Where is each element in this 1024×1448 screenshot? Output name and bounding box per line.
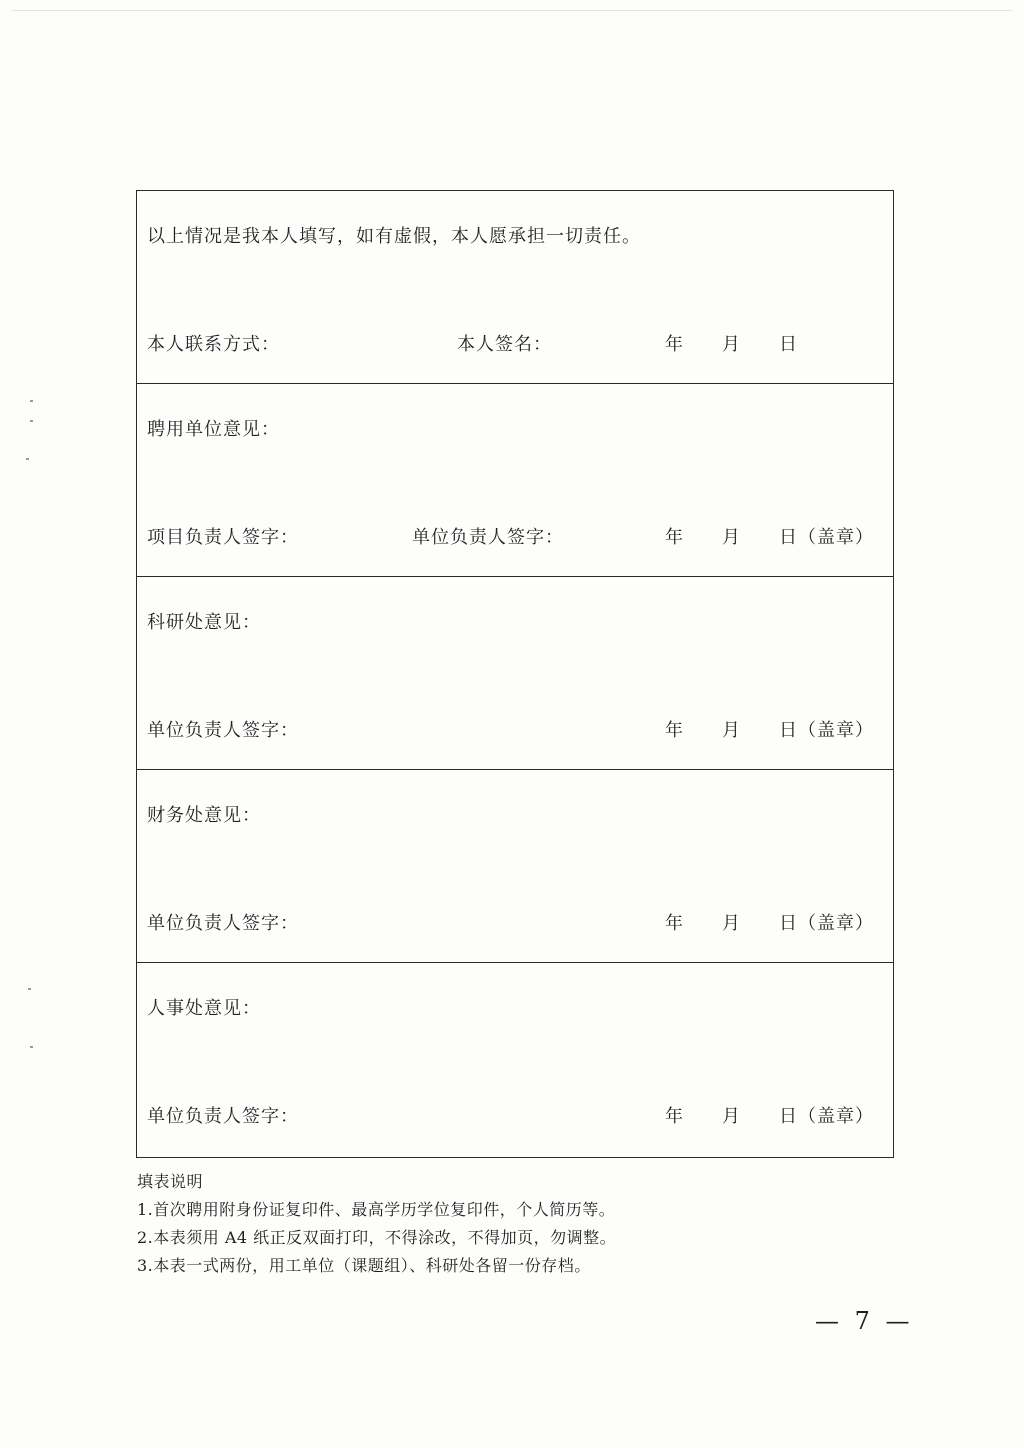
research-office-opinion-section [137,577,893,770]
declaration-statement: 以上情况是我本人填写，如有虚假，本人愿承担一切责任。 [147,226,641,247]
day-seal-label: 日（盖章） [779,1106,874,1127]
year-label: 年 [665,527,684,548]
day-seal-label: 日（盖章） [779,527,874,548]
scan-speck [30,400,33,402]
hr-office-opinion-section [137,963,893,1157]
employer-opinion-section [137,384,893,577]
scan-speck [28,988,31,990]
project-lead-signature-label: 项目负责人签字： [147,527,299,548]
instruction-item: 3.本表一式两份，用工单位（课题组）、科研处各留一份存档。 [137,1256,591,1275]
contact-label: 本人联系方式： [147,334,280,355]
month-label: 月 [722,334,741,355]
month-label: 月 [722,913,741,934]
unit-lead-signature-label: 单位负责人签字： [412,527,564,548]
page-number: — 7 — [815,1307,914,1335]
month-label: 月 [722,1106,741,1127]
day-label: 日 [779,334,798,355]
instruction-item: 2.本表须用 A4 纸正反双面打印，不得涂改，不得加页，勿调整。 [137,1228,617,1247]
year-label: 年 [665,913,684,934]
unit-lead-signature-label: 单位负责人签字： [147,1106,299,1127]
day-seal-label: 日（盖章） [779,720,874,741]
section-title: 财务处意见： [147,805,261,826]
unit-lead-signature-label: 单位负责人签字： [147,720,299,741]
month-label: 月 [722,527,741,548]
instruction-item: 1.首次聘用附身份证复印件、最高学历学位复印件，个人简历等。 [137,1200,616,1219]
scan-edge-line [12,10,1012,11]
approval-form-table [136,190,894,1158]
scan-speck [30,420,33,422]
finance-office-opinion-section [137,770,893,963]
scan-speck [26,458,29,460]
signature-label: 本人签名： [457,334,552,355]
scan-speck [30,1046,33,1048]
section-title: 人事处意见： [147,998,261,1019]
section-title: 科研处意见： [147,612,261,633]
unit-lead-signature-label: 单位负责人签字： [147,913,299,934]
form-instructions [137,1168,616,1280]
year-label: 年 [665,720,684,741]
year-label: 年 [665,334,684,355]
day-seal-label: 日（盖章） [779,913,874,934]
section-title: 聘用单位意见： [147,419,280,440]
month-label: 月 [722,720,741,741]
declaration-section [137,191,893,384]
year-label: 年 [665,1106,684,1127]
instructions-heading: 填表说明 [137,1172,204,1191]
